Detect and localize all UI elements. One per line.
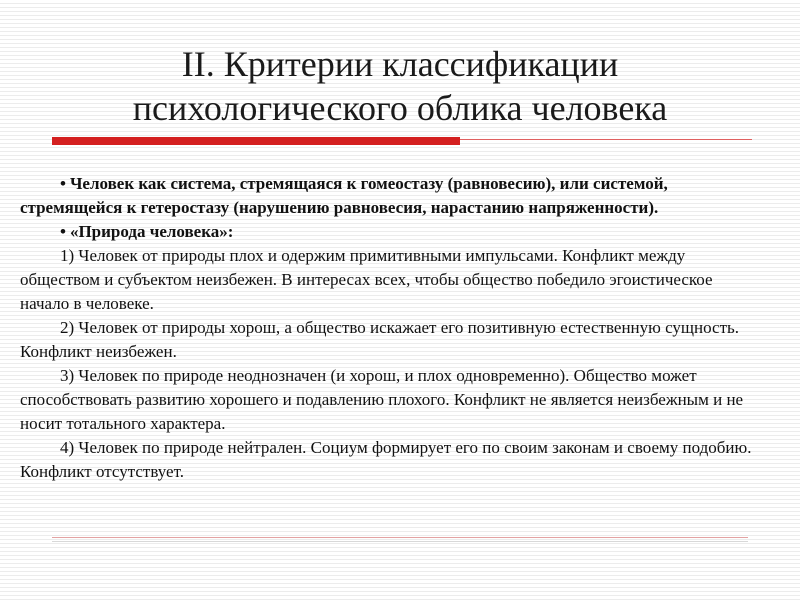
slide-title-line-1: II. Критерии классификации: [181, 44, 619, 84]
numbered-item: 2) Человек от природы хорош, а общество искажает его позитивную естественную сущность. Конфликт неизбежен.: [20, 318, 740, 361]
bullet-text: «Природа человека»:: [69, 222, 234, 241]
slide-title-line-2: психологического облика человека: [132, 88, 668, 128]
bullet-icon: •: [60, 174, 66, 193]
slide-body: [20, 172, 760, 484]
title-underline-accent: [52, 137, 460, 145]
footer-divider-secondary: [52, 541, 748, 542]
bullet-item: [20, 172, 760, 220]
bullet-icon: •: [60, 222, 66, 241]
numbered-item: 1) Человек от природы плох и одержим примитивными импульсами. Конфликт между обществом и субъектом неизбежен. В интересах всех, чтобы общество победило эгоистическое начало в человеке.: [20, 246, 713, 313]
footer-divider: [52, 537, 748, 538]
bullet-item: [20, 220, 760, 244]
numbered-item: 3) Человек по природе неоднозначен (и хорош, и плох одновременно). Общество может способствовать развитию хорошего и подавлению плохого. Конфликт не является неизбежным и не носит тотального характера.: [20, 366, 744, 433]
title-underline-thin: [460, 139, 752, 140]
bullet-text: Человек как система, стремящаяся к гомеостазу (равновесию), или системой, стремящейся к гетеростазу (нарушению равновесия, нарастанию напряженности).: [20, 174, 668, 217]
numbered-item: 4) Человек по природе нейтрален. Социум формирует его по своим законам и своему подобию. Конфликт отсутствует.: [20, 438, 752, 481]
slide-title: [40, 42, 760, 130]
